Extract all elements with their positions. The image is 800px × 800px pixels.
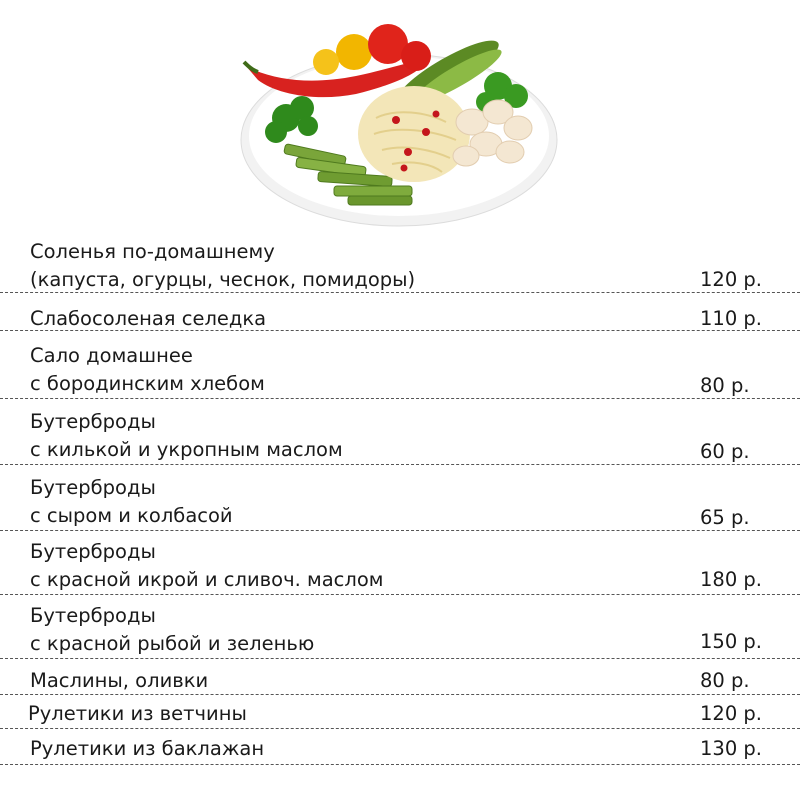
menu-item	[0, 236, 800, 293]
menu-item	[0, 340, 800, 399]
menu-item-price: 120 р.	[700, 268, 762, 291]
menu-item-name: Слабосоленая селедка	[30, 307, 267, 330]
menu-item	[0, 536, 800, 595]
menu-item	[0, 600, 800, 659]
menu-item-description: (капуста, огурцы, чеснок, помидоры)	[30, 268, 416, 291]
menu-item-name: Бутерброды	[30, 540, 156, 563]
menu-item-price: 65 р.	[700, 506, 750, 529]
menu-item-price: 110 р.	[700, 307, 762, 330]
menu-item	[0, 472, 800, 531]
menu-item-name: Соленья по-домашнему	[30, 240, 275, 263]
menu-item	[0, 698, 800, 729]
menu-item-price: 80 р.	[700, 669, 750, 692]
menu-item-name: Рулетики из ветчины	[28, 702, 247, 725]
menu-item-price: 60 р.	[700, 440, 750, 463]
menu-item-price: 80 р.	[700, 374, 750, 397]
menu-item-description: с килькой и укропным маслом	[30, 438, 343, 461]
menu-item-description: с бородинским хлебом	[30, 372, 265, 395]
menu-item	[0, 664, 800, 695]
menu-item	[0, 406, 800, 465]
menu-item	[0, 734, 800, 765]
menu-item-name: Сало домашнее	[30, 344, 193, 367]
menu-item-description: с красной рыбой и зеленью	[30, 632, 315, 655]
menu-item-name: Бутерброды	[30, 410, 156, 433]
menu-item-name: Рулетики из баклажан	[30, 737, 265, 760]
menu-item-name: Бутерброды	[30, 476, 156, 499]
menu-item-name: Маслины, оливки	[30, 669, 209, 692]
menu-item-description: с сыром и колбасой	[30, 504, 233, 527]
menu-item-description: с красной икрой и сливоч. маслом	[30, 568, 384, 591]
menu-item-price: 130 р.	[700, 737, 762, 760]
menu-item-price: 180 р.	[700, 568, 762, 591]
menu-item-name: Бутерброды	[30, 604, 156, 627]
menu-item-price: 120 р.	[700, 702, 762, 725]
menu-item-price: 150 р.	[700, 630, 762, 653]
menu-item	[0, 300, 800, 331]
